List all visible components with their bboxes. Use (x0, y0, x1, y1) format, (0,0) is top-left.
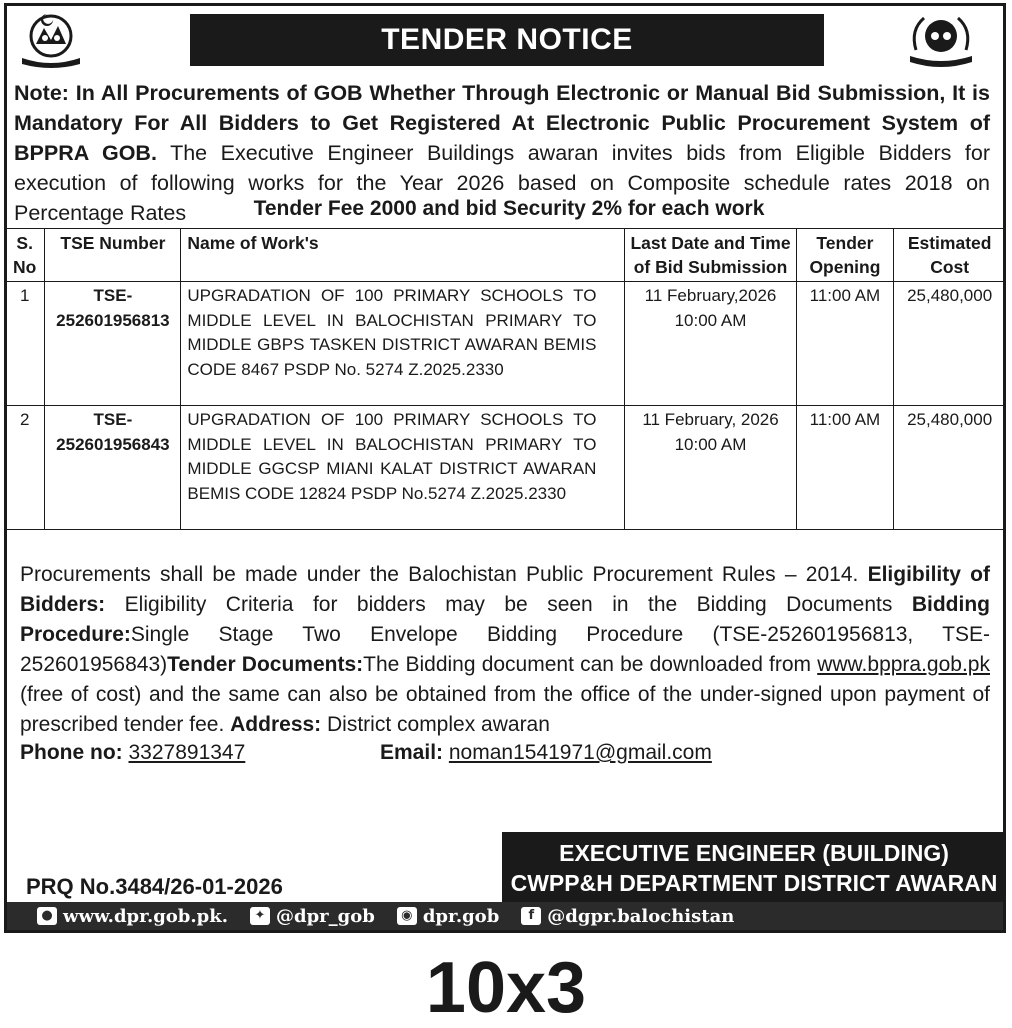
header-sno: S. No (5, 229, 45, 282)
footer-facebook[interactable] (521, 906, 734, 927)
works-table (4, 228, 1006, 530)
contact-line (20, 738, 990, 768)
table-row (5, 282, 1006, 406)
header-last-date: Last Date and Time of Bid Submission (625, 229, 796, 282)
footer-twitter-text: @dpr_gob (275, 905, 375, 927)
row-opening-time: 11:00 AM (796, 282, 894, 406)
address-text: District complex awaran (327, 713, 550, 736)
row-sno: 1 (5, 282, 45, 406)
email-label: Email: (380, 741, 444, 764)
footer-instagram-text: dpr.gob (422, 905, 500, 927)
header-tender-opening: Tender Opening (796, 229, 894, 282)
documents-text: The Bidding document can be downloaded from (363, 653, 812, 676)
table-header-row (5, 229, 1006, 282)
footer-website[interactable] (37, 906, 228, 927)
header-estimated-cost: Estimated Cost (894, 229, 1006, 282)
signature-department: CWPP&H DEPARTMENT DISTRICT AWARAN (510, 870, 998, 896)
table-row (5, 406, 1006, 530)
signature-title: EXECUTIVE ENGINEER (BUILDING) (559, 840, 949, 866)
twitter-icon: ✦ (250, 907, 270, 925)
procedure-text: Single Stage Two Envelope Bidding Procedure (TSE-252601956813, TSE-252601956843) (20, 623, 990, 676)
footer-bar (7, 902, 1003, 930)
notice-title: TENDER NOTICE (190, 14, 824, 66)
balochistan-emblem-right (904, 10, 978, 70)
header-name-of-work: Name of Work's (181, 229, 625, 282)
signature-block (502, 832, 1006, 902)
footer-twitter[interactable] (250, 906, 375, 927)
footer-website-text: www.dpr.gob.pk. (63, 905, 228, 927)
address-label: Address: (230, 713, 322, 736)
facebook-icon: f (521, 907, 541, 925)
row-sno: 2 (5, 406, 45, 530)
row-estimated-cost: 25,480,000 (894, 406, 1006, 530)
footer-instagram[interactable] (397, 906, 499, 927)
row-opening-time: 11:00 AM (796, 406, 894, 530)
bppra-website-link[interactable]: www.bppra.gob.pk (817, 653, 990, 676)
row-estimated-cost: 25,480,000 (894, 282, 1006, 406)
row-tse-number: TSE-252601956843 (45, 406, 181, 530)
globe-icon: ● (37, 907, 57, 925)
row-tse-number: TSE-252601956813 (45, 282, 181, 406)
row-work-name: UPGRADATION OF 100 PRIMARY SCHOOLS TO MIDDLE LEVEL IN BALOCHISTAN PRIMARY TO MIDDLE GGCSP MIANI KALAT DISTRICT AWARAN BEMIS CODE 12824 PSDP No.5274 Z.2025.2330 (181, 406, 625, 530)
registration-note: Note: In All Procurements of GOB Whether Through Electronic or Manual Bid Submission, It is Mandatory For All Bidders to Get Registered At Electronic Public Procurement System of BPPRA GOB. (14, 81, 990, 165)
procurement-details (20, 560, 990, 740)
documents-text-continued: (free of cost) and the same can also be obtained from the office of the under-signed upon payment of prescribed tender fee. (20, 683, 990, 736)
eligibility-text: Eligibility Criteria for bidders may be seen in the Bidding Documents (124, 593, 893, 616)
header-tse-number: TSE Number (45, 229, 181, 282)
ad-size-label: 10x3 (425, 948, 587, 1028)
eligibility-label: Eligibility of Bidders: (20, 563, 990, 616)
procurement-rules-text: Procurements shall be made under the Balochistan Public Procurement Rules – 2014. (20, 563, 859, 586)
row-last-date: 11 February, 2026 10:00 AM (625, 406, 796, 530)
procedure-label: Bidding Procedure: (20, 593, 990, 646)
prq-number: PRQ No.3484/26-01-2026 (26, 874, 283, 899)
invitation-text: The Executive Engineer Buildings awaran invites bids from Eligible Bidders for execution of following works for the Year 2026 based on Composite schedule rates 2018 on Percentage Rates (14, 141, 991, 225)
phone-block (20, 741, 245, 764)
phone-label: Phone no: (20, 741, 123, 764)
tender-fee-line: Tender Fee 2000 and bid Security 2% for each work (253, 197, 765, 220)
email-link[interactable]: noman1541971@gmail.com (448, 741, 712, 764)
footer-facebook-text: @dgpr.balochistan (547, 905, 735, 927)
phone-number[interactable]: 3327891347 (128, 741, 246, 764)
instagram-icon: ◉ (397, 907, 417, 925)
row-work-name: UPGRADATION OF 100 PRIMARY SCHOOLS TO MIDDLE LEVEL IN BALOCHISTAN PRIMARY TO MIDDLE GBPS TASKEN DISTRICT AWARAN BEMIS CODE 8467 PSDP No. 5274 Z.2025.2330 (181, 282, 625, 406)
balochistan-emblem-left (14, 10, 88, 70)
row-last-date: 11 February,2026 10:00 AM (625, 282, 796, 406)
email-block (380, 738, 712, 768)
documents-label: Tender Documents: (167, 653, 364, 676)
